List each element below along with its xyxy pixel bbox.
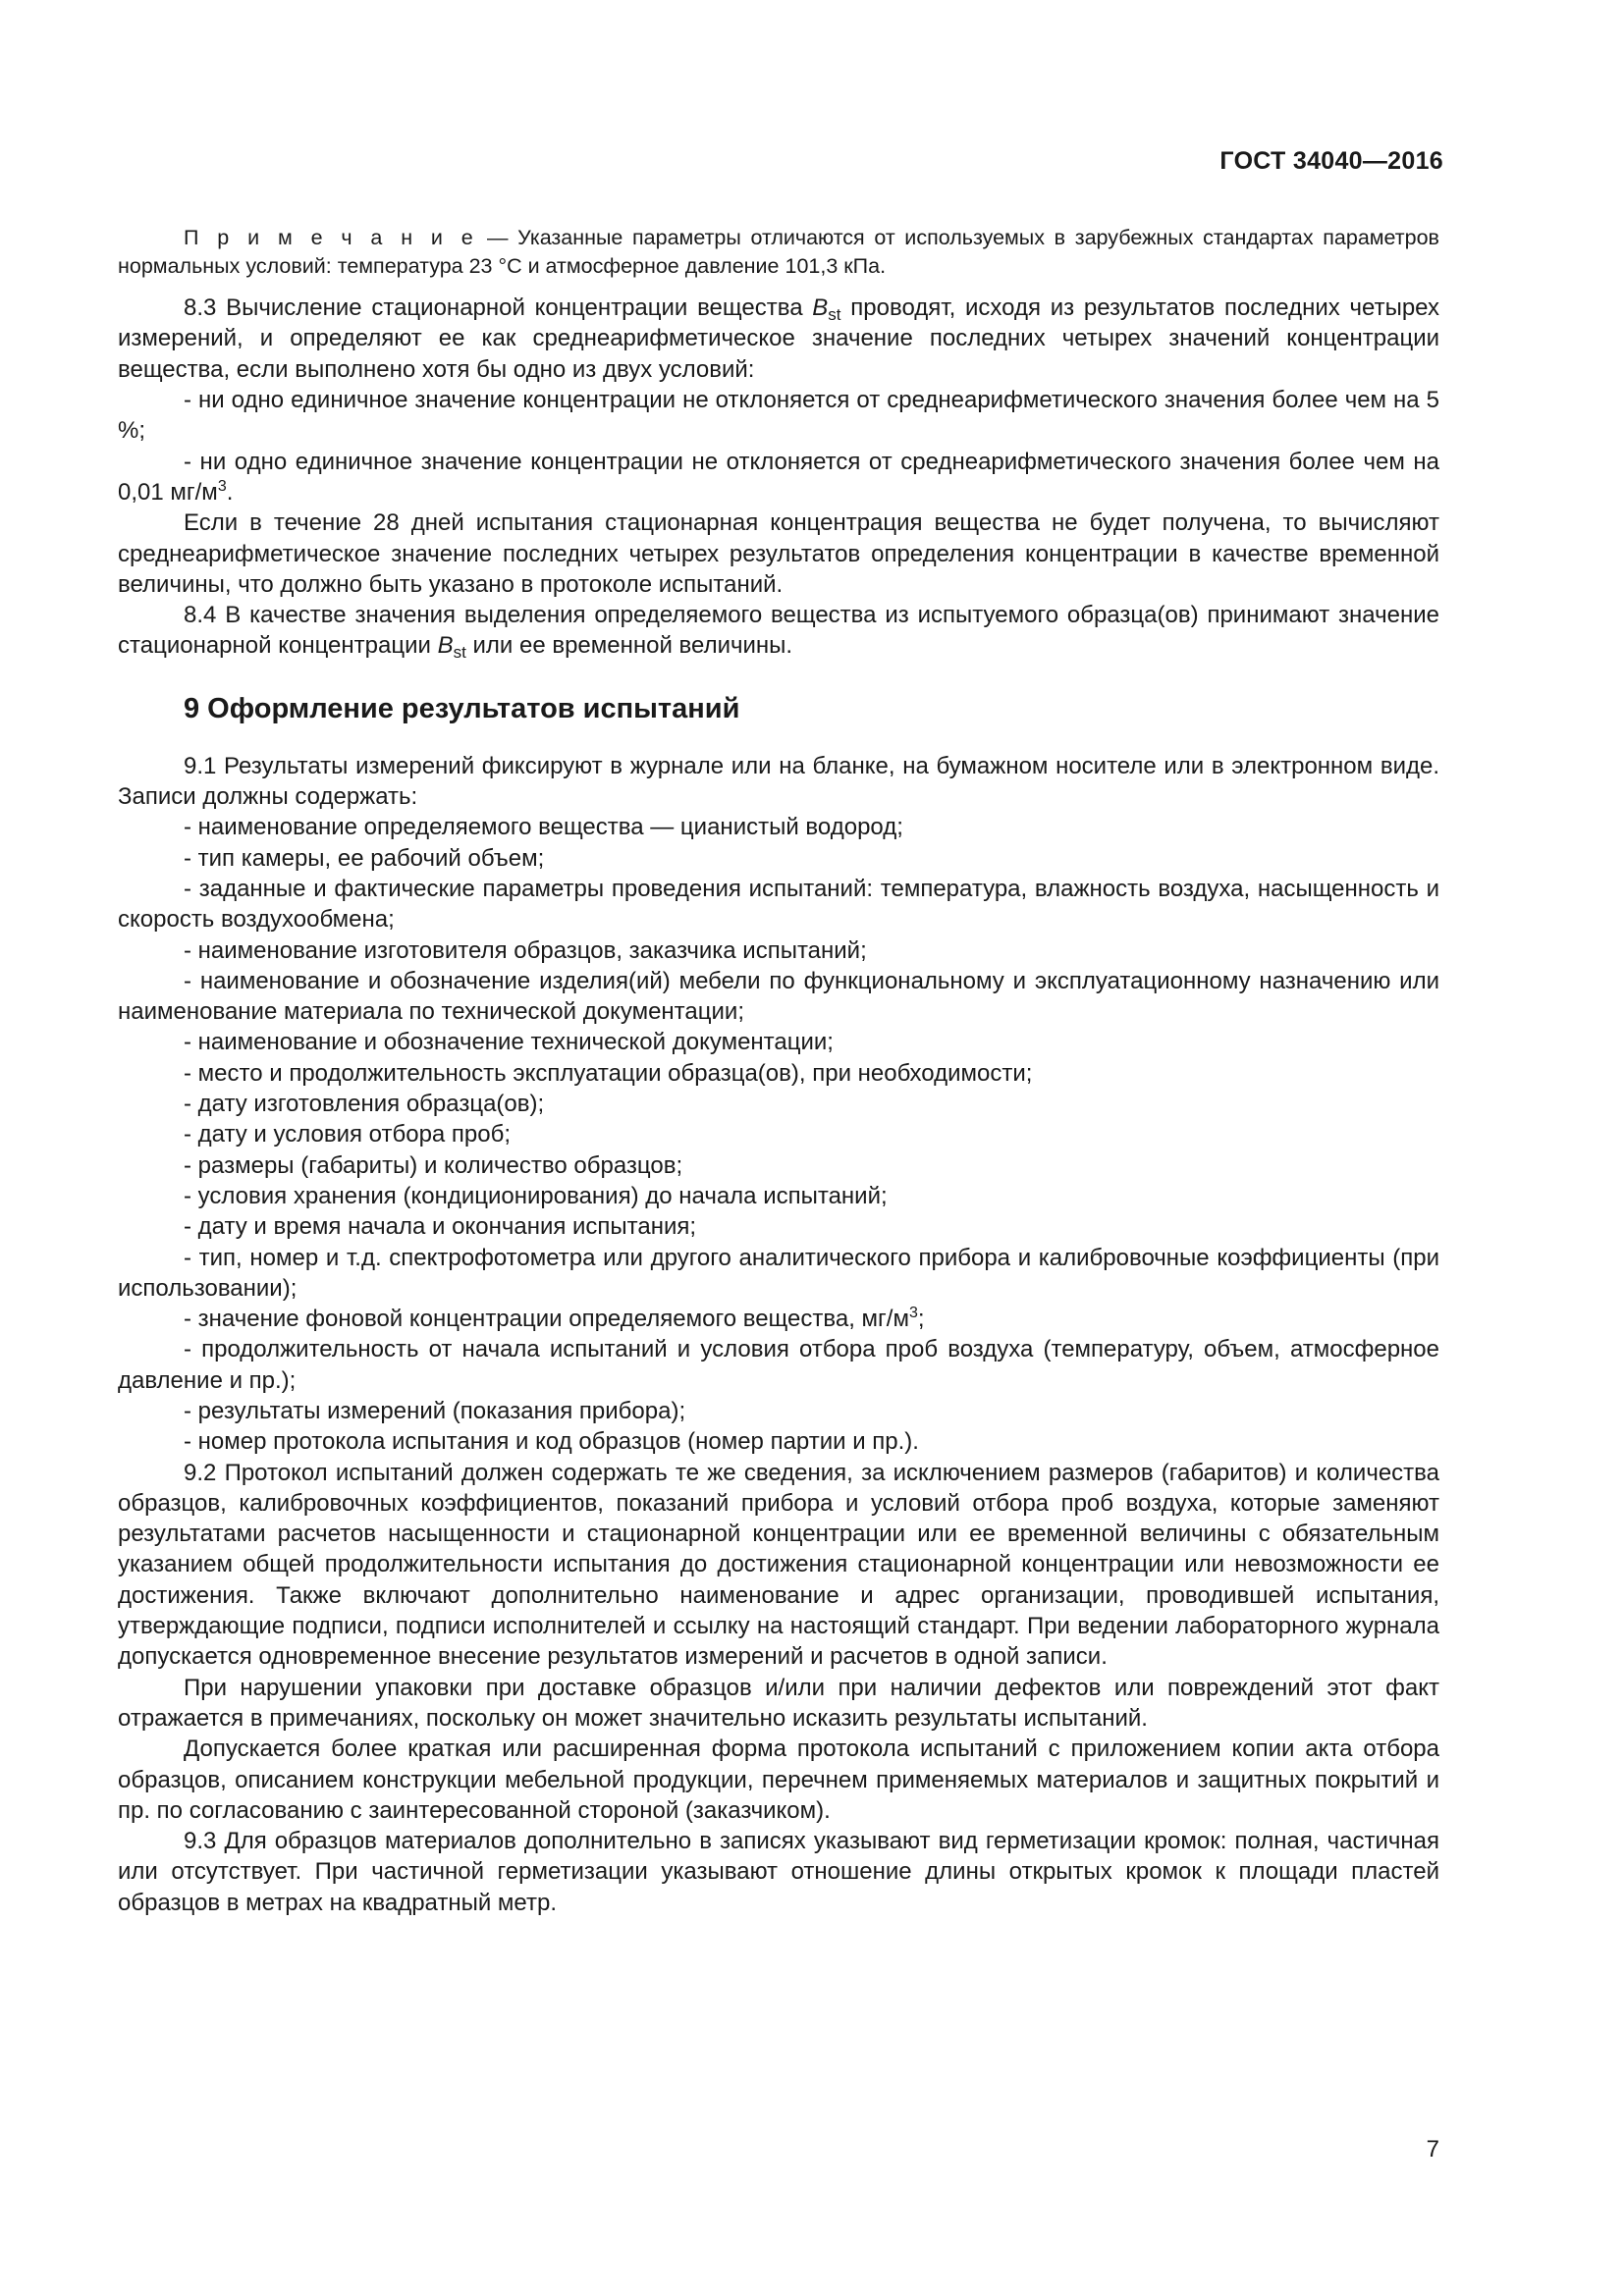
list-item: - условия хранения (кондиционирования) до начала испытаний; <box>184 1182 888 1209</box>
list-item: - наименование изготовителя образцов, заказчика испытаний; <box>184 936 867 964</box>
note-label: П р и м е ч а н и е <box>184 226 478 249</box>
condition-1: - ни одно единичное значение концентрации не отклоняется от среднеарифметического значения более чем на 5 %; <box>118 387 1439 445</box>
paragraph-9-2: 9.2 Протокол испытаний должен содержать те же сведения, за исключением размеров (габаритов) и количества образцов, калибровочных коэффициентов, показаний прибора и условий отбора проб воздуха, которые заменяют результатами расчетов насыщенности и стационарной концентрации или ее временной величины с обязательным указанием общей продолжительности испытания до достижения стационарной концентрации или невозможности ее достижения. Также включают дополнительно наименование и адрес организации, проводившей испытания, утверждающие подписи, подписи исполнителей и ссылку на настоящий стандарт. При ведении лабораторного журнала допускается одновременное внесение результатов измерений и расчетов в одной записи. <box>118 1459 1439 1671</box>
list-item: - размеры (габариты) и количество образцов; <box>184 1151 683 1179</box>
list-item: - наименование и обозначение изделия(ий) мебели по функциональному и эксплуатационному назначению или наименование материала по технической документации; <box>118 967 1439 1026</box>
list-item: - номер протокола испытания и код образцов (номер партии и пр.). <box>184 1428 919 1456</box>
text-run: . <box>226 478 234 506</box>
subscript-st: st <box>453 643 466 663</box>
list-item: - место и продолжительность эксплуатации образца(ов), при необходимости; <box>184 1059 1033 1087</box>
list-item: - тип камеры, ее рабочий объем; <box>184 844 545 872</box>
list-item: - тип, номер и т.д. спектрофотометра или другого аналитического прибора и калибровочные коэффициенты (при использовании); <box>118 1244 1439 1302</box>
paragraph-8-3-continued: Если в течение 28 дней испытания стационарная концентрация вещества не будет получена, то вычисляют среднеарифметическое значение последних четырех результатов определения концентрации в качестве временной величины, что должно быть указано в протоколе испытаний. <box>118 509 1439 598</box>
subscript-st: st <box>828 305 841 325</box>
text-run: - значение фоновой концентрации определяемого вещества, мг/м <box>184 1306 909 1333</box>
page-number: 7 <box>1426 2136 1439 2163</box>
text-run: или ее временной величины. <box>465 632 793 660</box>
text-run: - ни одно единичное значение концентрации не отклоняется от среднеарифметического значения более чем на 0,01 мг/м <box>118 448 1439 506</box>
list-item: - наименование определяемого вещества — цианистый водород; <box>184 814 903 841</box>
document-number: ГОСТ 34040—2016 <box>1219 147 1443 175</box>
list-item: - заданные и фактические параметры проведения испытаний: температура, влажность воздуха, насыщенность и скорость воздухообмена; <box>118 875 1439 934</box>
record-items-list-continued <box>118 1334 1439 1457</box>
text-run: 8.4 В качестве значения выделения определяемого вещества из испытуемого образца(ов) принимают значение стационарной концентрации <box>118 602 1439 660</box>
paragraph-8-3 <box>118 293 1439 385</box>
paragraph-9-3: 9.3 Для образцов материалов дополнительно в записях указывают вид герметизации кромок: полная, частичная или отсутствует. При частичной герметизации указывают отношение длины открытых кромок к площади пластей образцов в метрах на квадратный метр. <box>118 1828 1439 1916</box>
text-run: проводят, исходя из результатов последних четырех измерений, и определяют ее как среднеарифметическое значение последних четырех значений концентрации вещества, если выполнено хотя бы одно из двух условий: <box>118 294 1439 383</box>
section-9-heading: 9 Оформление результатов испытаний <box>184 692 740 724</box>
list-item <box>118 1304 1439 1334</box>
list-item: - наименование и обозначение технической документации; <box>184 1029 834 1056</box>
superscript-3: 3 <box>217 477 227 495</box>
paragraph-8-4 <box>118 600 1439 662</box>
record-items-list <box>118 812 1439 1304</box>
list-item: - результаты измерений (показания прибора); <box>184 1397 686 1424</box>
note-text: — Указанные параметры отличаются от используемых в зарубежных стандартах параметров нормальных условий: температура 23 °С и атмосферное давление 101,3 кПа. <box>118 226 1439 278</box>
page-content <box>118 224 1439 1918</box>
text-run: ; <box>917 1306 925 1333</box>
list-item: - дату и условия отбора проб; <box>184 1121 512 1148</box>
paragraph-9-2-packaging: При нарушении упаковки при доставке образцов и/или при наличии дефектов или повреждений этот факт отражается в примечаниях, поскольку он может значительно исказить результаты испытаний. <box>118 1674 1439 1732</box>
list-item: - дату и время начала и окончания испытания; <box>184 1213 697 1241</box>
text-run: 8.3 Вычисление стационарной концентрации вещества <box>184 294 813 322</box>
list-item: - дату изготовления образца(ов); <box>184 1091 545 1118</box>
paragraph-9-1-intro: 9.1 Результаты измерений фиксируют в журнале или на бланке, на бумажном носителе или в электронном виде. Записи должны содержать: <box>118 752 1439 811</box>
superscript-3: 3 <box>908 1305 918 1322</box>
list-item: - продолжительность от начала испытаний и условия отбора проб воздуха (температуру, объем, атмосферное давление и пр.); <box>118 1336 1439 1394</box>
variable-b: B <box>437 632 454 660</box>
variable-b: B <box>812 294 829 322</box>
condition-2 <box>118 447 1439 508</box>
paragraph-9-2-protocol-form: Допускается более краткая или расширенная форма протокола испытаний с приложением копии акта отбора образцов, описанием конструкции мебельной продукции, перечнем применяемых материалов и защитных покрытий и пр. по согласованию с заинтересованной стороной (заказчиком). <box>118 1735 1439 1824</box>
note-paragraph <box>118 224 1439 280</box>
